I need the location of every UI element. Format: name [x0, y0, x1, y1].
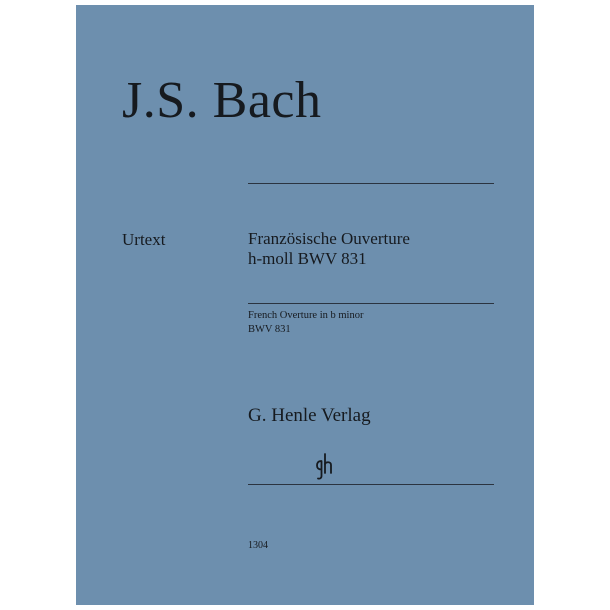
title-english: French Overture in b minor — [248, 310, 364, 321]
composer-name: J.S. Bach — [122, 72, 322, 129]
sheet-music-cover — [76, 5, 534, 605]
title-german: Französische Ouverture — [248, 229, 410, 248]
divider-middle — [248, 303, 494, 304]
henle-monogram-icon — [315, 452, 333, 480]
divider-top — [248, 183, 494, 184]
catalog-number: 1304 — [248, 540, 268, 551]
subtitle-german: h-moll BWV 831 — [248, 249, 367, 268]
subtitle-english: BWV 831 — [248, 324, 291, 335]
edition-label: Urtext — [122, 230, 166, 249]
divider-bottom — [248, 484, 494, 485]
publisher-name: G. Henle Verlag — [248, 405, 371, 426]
